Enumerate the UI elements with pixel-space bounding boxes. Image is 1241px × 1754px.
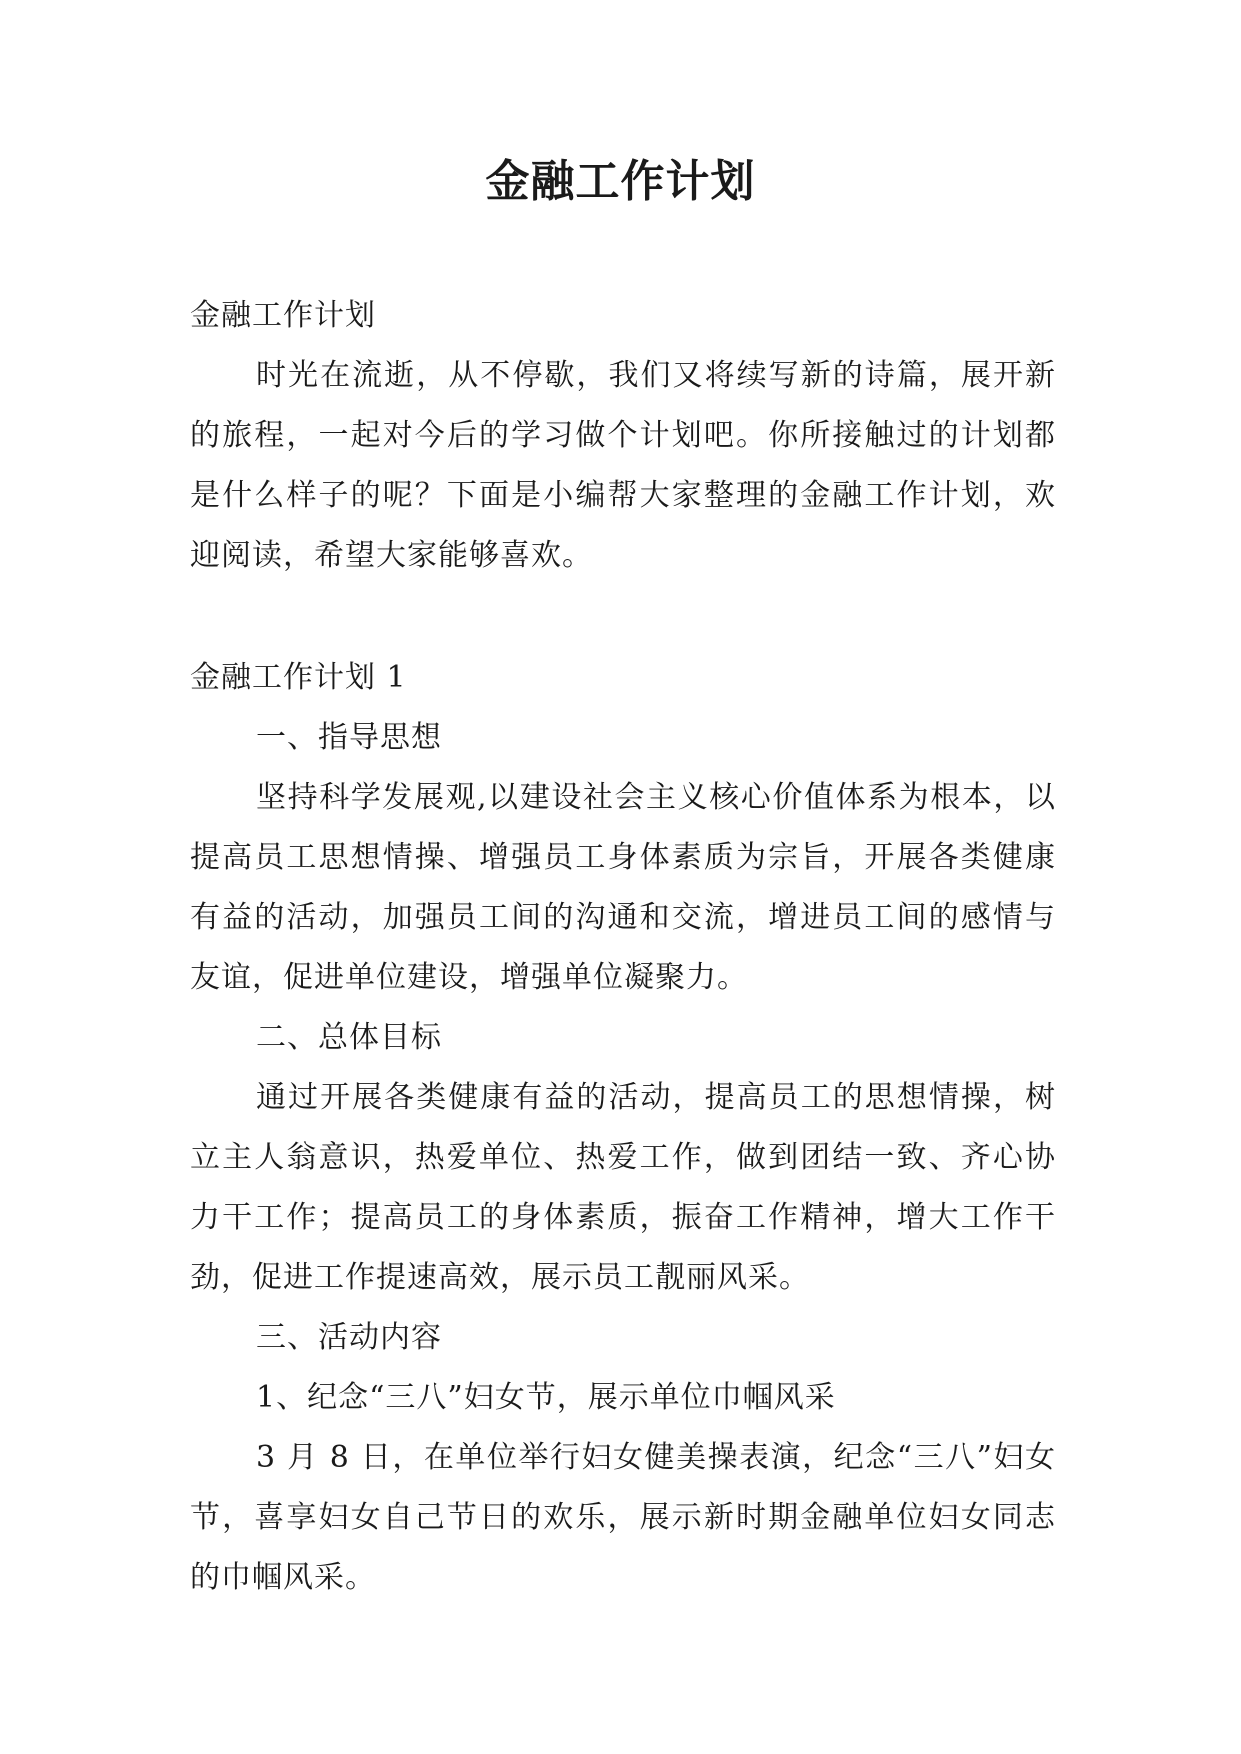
- document-title: 金融工作计划: [485, 156, 756, 207]
- paragraph-gap: [190, 586, 1056, 648]
- heading-overall-goal: 二、总体目标: [256, 1020, 442, 1055]
- activity-1-paragraph: 3 月 8 日，在单位举行妇女健美操表演，纪念“三八”妇女节，喜享妇女自己节日的欢乐，展示新时期金融单位妇女同志的巾帼风采。: [190, 1440, 1056, 1595]
- document-subtitle: 金融工作计划: [190, 298, 376, 333]
- paragraph-overall-goal: 通过开展各类健康有益的活动，提高员工的思想情操，树立主人翁意识，热爱单位、热爱工作，做到团结一致、齐心协力干工作；提高员工的身体素质，振奋工作精神，增大工作干劲，促进工作提速高效，展示员工靓丽风采。: [190, 1080, 1056, 1295]
- paragraph-guiding-ideology: 坚持科学发展观,以建设社会主义核心价值体系为根本，以提高员工思想情操、增强员工身体素质为宗旨，开展各类健康有益的活动，加强员工间的沟通和交流，增进员工间的感情与友谊，促进单位建设，增强单位凝聚力。: [190, 780, 1056, 995]
- activity-1-title: 1、纪念“三八”妇女节，展示单位巾帼风采: [256, 1380, 836, 1415]
- heading-guiding-ideology: 一、指导思想: [256, 720, 442, 755]
- document-body: [190, 286, 1056, 1608]
- heading-activity-content: 三、活动内容: [256, 1320, 442, 1355]
- intro-paragraph: 时光在流逝，从不停歇，我们又将续写新的诗篇，展开新的旅程，一起对今后的学习做个计划吧。你所接触过的计划都是什么样子的呢？下面是小编帮大家整理的金融工作计划，欢迎阅读，希望大家能够喜欢。: [190, 358, 1056, 573]
- section-heading: 金融工作计划 1: [190, 660, 407, 695]
